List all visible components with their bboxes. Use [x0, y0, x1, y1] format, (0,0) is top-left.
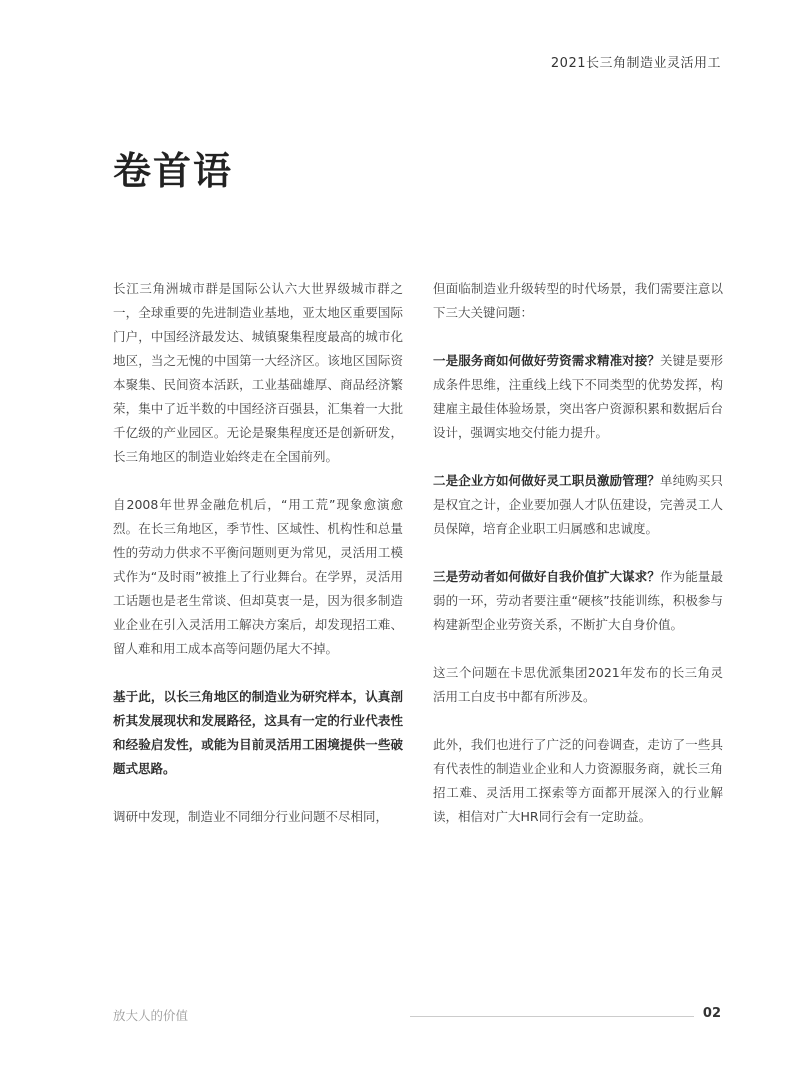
paragraph-issue-two: [433, 469, 723, 541]
paragraph-key-issues-intro: 但面临制造业升级转型的时代场景，我们需要注意以下三大关键问题：: [433, 281, 723, 320]
paragraph-intro: 长江三角洲城市群是国际公认六大世界级城市群之一，全球重要的先进制造业基地，亚太地区重要国际门户，中国经济最发达、城镇聚集程度最高的城市化地区，当之无愧的中国第一大经济区。该地区国际资本聚集、民间资本活跃，工业基础雄厚、商品经济繁荣，集中了近半数的中国经济百强县，汇集着一大批千亿级的产业园区。无论是聚集程度还是创新研发，长三角地区的制造业始终走在全国前列。: [113, 281, 403, 464]
issue-two-question: 二是企业方如何做好灵工职员激励管理？: [433, 473, 661, 488]
issue-one-answer: 关键是要形成条件思维，注重线上线下不同类型的优势发挥，构建雇主最佳体验场景，突出客户资源积累和数据后台设计，强调实地交付能力提升。: [433, 353, 723, 440]
page-title: 卷首语: [113, 149, 234, 193]
paragraph-issue-three: [433, 565, 723, 637]
issue-three-question: 三是劳动者如何做好自我价值扩大谋求？: [433, 569, 661, 584]
issue-two-answer: 单纯购买只是权宜之计，企业要加强人才队伍建设，完善灵工人员保障，培育企业职工归属感和忠诚度。: [433, 473, 723, 536]
document-header-title: 2021长三角制造业灵活用工: [550, 56, 721, 71]
paragraph-labor-shortage: 自2008年世界金融危机后，“用工荒”现象愈演愈烈。在长三角地区，季节性、区域性、机构性和总量性的劳动力供求不平衡问题则更为常见，灵活用工模式作为“及时雨”被推上了行业舞台。在学界，灵活用工话题也是老生常谈、但却莫衷一是，因为很多制造业企业在引入灵活用工解决方案后，却发现招工难、留人难和用工成本高等问题仍尾大不掉。: [113, 497, 403, 656]
issue-one-question: 一是服务商如何做好劳资需求精准对接？: [433, 353, 661, 368]
issue-three-answer: 作为能量最弱的一环，劳动者要注重“硬核”技能训练，积极参与构建新型企业劳资关系，不断扩大自身价值。: [433, 569, 723, 632]
right-column: [433, 277, 723, 853]
page-number: 02: [702, 1006, 721, 1021]
footer-slogan: 放大人的价值: [113, 1008, 189, 1023]
paragraph-survey: 此外，我们也进行了广泛的问卷调查，走访了一些具有代表性的制造业企业和人力资源服务商，就长三角招工难、灵活用工探索等方面都开展深入的行业解读，相信对广大HR同行会有一定助益。: [433, 737, 723, 824]
footer-divider: [410, 1016, 694, 1017]
paragraph-research-basis: 基于此，以长三角地区的制造业为研究样本，认真剖析其发展现状和发展路径，这具有一定的行业代表性和经验启发性，或能为目前灵活用工困境提供一些破题式思路。: [113, 689, 403, 776]
paragraph-whitepaper: 这三个问题在卡思优派集团2021年发布的长三角灵活用工白皮书中都有所涉及。: [433, 665, 723, 704]
paragraph-findings: 调研中发现，制造业不同细分行业问题不尽相同，: [113, 809, 389, 824]
left-column: [113, 277, 403, 853]
paragraph-issue-one: [433, 349, 723, 445]
